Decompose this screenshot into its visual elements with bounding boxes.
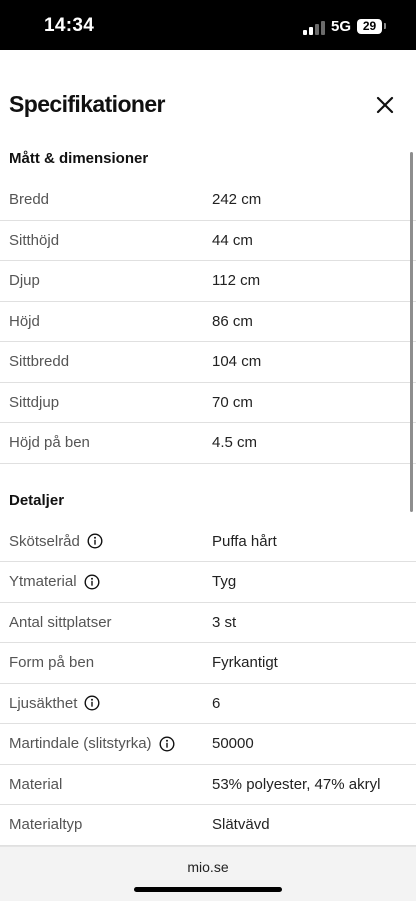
spec-label-text: Material (9, 775, 63, 793)
spec-row (0, 423, 416, 464)
network-type: 5G (331, 18, 352, 35)
spec-label-text: Sitthöjd (9, 231, 60, 249)
spec-label (9, 816, 82, 833)
cellular-signal-icon (303, 21, 325, 35)
spec-label (9, 573, 100, 590)
info-icon[interactable] (84, 695, 100, 711)
spec-label-text: Antal sittplatser (9, 613, 112, 631)
spec-value: 112 cm (212, 272, 261, 289)
close-button[interactable] (370, 90, 400, 120)
spec-label-text: Skötselråd (9, 532, 80, 550)
spec-row (0, 302, 416, 343)
spec-label-text: Ytmaterial (9, 573, 77, 590)
section-title: Detaljer (9, 491, 65, 509)
spec-row (0, 765, 416, 806)
info-icon[interactable] (159, 736, 175, 752)
page-title: Specifikationer (9, 91, 165, 117)
spec-label-text: Sittbredd (9, 353, 70, 370)
home-indicator[interactable] (134, 887, 282, 892)
spec-value: Puffa hårt (212, 532, 277, 550)
spec-value: 44 cm (212, 231, 253, 249)
spec-label (9, 394, 59, 411)
spec-value: 53% polyester, 47% akryl (212, 775, 381, 793)
spec-value: Slätvävd (212, 816, 270, 833)
spec-row (0, 522, 416, 563)
spec-label (9, 232, 59, 249)
spec-value: Tyg (212, 573, 237, 590)
spec-row (0, 261, 416, 302)
spec-value: 104 cm (212, 353, 262, 370)
spec-row (0, 724, 416, 765)
info-icon[interactable] (87, 533, 103, 549)
spec-label-text: Martindale (slitstyrka) (9, 735, 152, 752)
spec-label (9, 434, 90, 451)
url-label[interactable]: mio.se (187, 859, 229, 875)
spec-value: 6 (212, 694, 221, 712)
spec-value: 4.5 cm (212, 434, 258, 451)
spec-row (0, 562, 416, 603)
spec-label (9, 272, 40, 289)
section-gap (0, 464, 416, 480)
battery-tip (384, 23, 386, 29)
spec-value: Fyrkantigt (212, 654, 278, 671)
spec-row (0, 603, 416, 644)
scrollbar[interactable] (410, 152, 413, 512)
spec-row (0, 643, 416, 684)
spec-label-text: Bredd (9, 191, 50, 208)
spec-value: 70 cm (212, 393, 253, 411)
spec-label-text: Sittdjup (9, 393, 60, 411)
close-icon (370, 90, 400, 120)
spec-row (0, 221, 416, 262)
spec-label-text: Höjd på ben (9, 434, 90, 451)
spec-label-text: Ljusäkthet (9, 694, 78, 712)
spec-value: 86 cm (212, 312, 253, 330)
spec-label (9, 313, 40, 330)
spec-value: 3 st (212, 613, 237, 631)
spec-label-text: Materialtyp (9, 816, 83, 833)
spec-label (9, 776, 62, 793)
spec-label (9, 614, 112, 631)
browser-bar (0, 846, 416, 901)
spec-label (9, 191, 49, 208)
spec-row (0, 383, 416, 424)
spec-label-text: Höjd (9, 312, 40, 330)
spec-value: 50000 (212, 735, 254, 752)
status-bar (0, 0, 416, 50)
battery-level: 29 (362, 19, 377, 33)
sheet-header (0, 50, 416, 138)
spec-label (9, 735, 175, 752)
spec-label (9, 654, 94, 671)
spec-list[interactable] (0, 138, 416, 846)
spec-row (0, 180, 416, 221)
status-time: 14:34 (44, 15, 95, 36)
spec-label-text: Djup (9, 272, 40, 289)
spec-row (0, 342, 416, 383)
spec-row (0, 684, 416, 725)
info-icon[interactable] (84, 574, 100, 590)
spec-label (9, 533, 103, 550)
spec-label (9, 353, 69, 370)
spec-value: 242 cm (212, 191, 262, 208)
sections-container (0, 138, 416, 846)
spec-label-text: Form på ben (9, 654, 95, 671)
battery-icon (357, 19, 382, 34)
spec-label (9, 695, 100, 712)
section-title: Mått & dimensioner (9, 150, 149, 167)
spec-row (0, 805, 416, 846)
